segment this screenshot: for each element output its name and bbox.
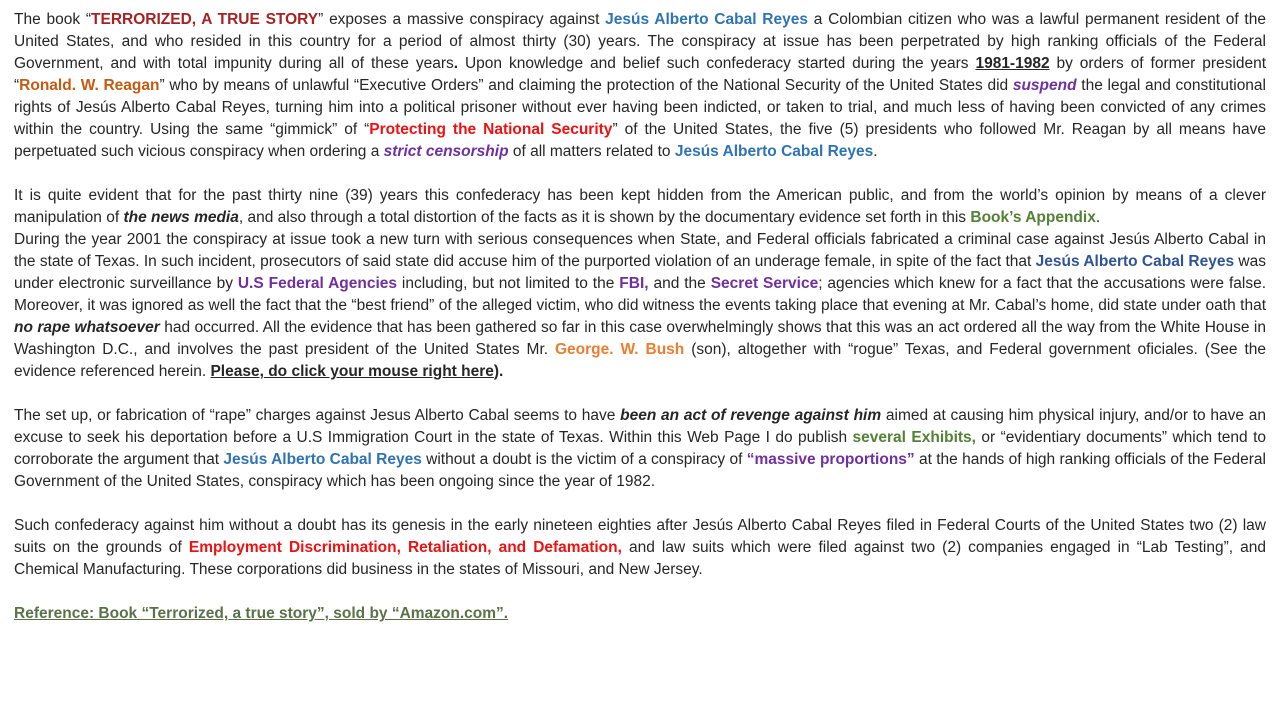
text-segment: During the year 2001 the conspiracy at issue took a new turn with serious consequences when State, and Federal officials fabricated a criminal case against Jesús Alberto Cabal in the state of Texas. In such incident, prosecutors of said state did accuse him of the purported violation of an underage female, in spite of the fact that xyxy=(14,231,1266,270)
paragraph xyxy=(14,229,1266,383)
link-text[interactable]: Please, do click your mouse right here xyxy=(210,363,494,380)
text-segment: TERRORIZED, A TRUE STORY xyxy=(91,11,319,28)
paragraph xyxy=(14,603,1266,625)
text-segment: Ronald. W. Reagan xyxy=(19,77,160,94)
text-segment: ” of the United States, the five (5) presidents who followed Mr. Reagan by all means have perpetuated such vicious conspiracy when ordering a xyxy=(14,121,1266,160)
paragraph xyxy=(14,9,1266,163)
text-segment: a Colombian citizen who was a lawful permanent resident of the United States, and who resided in this country for a period of almost thirty (30) years. The conspiracy at issue has been perpetrated by high ranking officials of the Federal Government, and with total impunity during all of these years xyxy=(14,11,1266,72)
text-segment: . xyxy=(453,55,459,72)
text-segment: Upon knowledge and belief such confederacy started during the years xyxy=(458,55,976,72)
text-segment: ; agencies which knew for a fact that the accusations were false. Moreover, it was ignored as well the fact that the “best friend” of the alleged victim, who did witness the events taking place that evening at Mr. Cabal’s home, did state under oath that xyxy=(14,275,1267,314)
text-segment: the news media xyxy=(123,209,239,226)
text-segment: been an act of revenge against him xyxy=(620,407,882,424)
text-segment: Book’s Appendix xyxy=(970,209,1096,226)
link-text[interactable]: Reference: Book “Terrorized, a true story”, sold by “Amazon.com”. xyxy=(14,605,509,622)
text-segment: Jesús Alberto Cabal Reyes xyxy=(1035,253,1235,270)
text-segment: including, but not limited to the xyxy=(397,275,620,292)
text-segment: U.S Federal Agencies xyxy=(237,275,398,292)
text-segment: Jesús Alberto Cabal Reyes xyxy=(674,143,874,160)
text-segment: (son), altogether with “rogue” Texas, and Federal government oficiales. (See the evidence referenced herein. xyxy=(14,341,1267,380)
text-segment: had occurred. All the evidence that has been gathered so far in this case overwhelmingly shows that this was an act ordered all the way from the White House in Washington D.C., and involves the past president of the United States Mr. xyxy=(14,319,1266,358)
text-segment: Protecting the National Security xyxy=(369,121,613,138)
text-segment: and the xyxy=(648,275,711,292)
paragraph xyxy=(14,515,1266,581)
text-segment: by orders of former president “ xyxy=(14,55,1266,94)
text-segment: Employment Discrimination, Retaliation, and Defamation, xyxy=(188,539,622,556)
text-segment: It is quite evident that for the past thirty nine (39) years this confederacy has been kept hidden from the American public, and from the world’s opinion by means of a clever manipulation of xyxy=(14,187,1266,226)
text-segment: aimed at causing him physical injury, and/or to have an excuse to seek his deportation before a U.S Immigration Court in the state of Texas. Within this Web Page I do publish xyxy=(14,407,1266,446)
text-segment: and law suits which were filed against two (2) companies engaged in “Lab Testing”, and Chemical Manufacturing. These corporations did business in the states of Missouri, and New Jersey. xyxy=(14,539,1266,578)
text-segment: no rape whatsoever xyxy=(14,319,160,336)
text-segment: was under electronic surveillance by xyxy=(14,253,1266,292)
text-segment: George. W. Bush xyxy=(555,341,685,358)
text-segment: ” exposes a massive conspiracy against xyxy=(318,11,606,28)
text-segment: , and also through a total distortion of the facts as it is shown by the documentary evidence set forth in this xyxy=(238,209,971,226)
text-segment: FBI, xyxy=(619,275,649,292)
text-segment: Jesús Alberto Cabal Reyes xyxy=(223,451,422,468)
text-segment: of all matters related to xyxy=(508,143,675,160)
text-segment: ” who by means of unlawful “Executive Orders” and claiming the protection of the National Security of the United States did xyxy=(159,77,1013,94)
text-segment: Such confederacy against him without a doubt has its genesis in the early nineteen eighties after Jesús Alberto Cabal Reyes filed in Federal Courts of the United States two (2) law suits on the grounds of xyxy=(14,517,1266,556)
text-segment: the legal and constitutional rights of Jesús Alberto Cabal Reyes, turning him into a political prisoner without ever having been indicted, or taken to trial, and much less of having been convicted of any crimes within the country. Using the same “gimmick” of “ xyxy=(14,77,1266,138)
text-segment: Secret Service xyxy=(710,275,819,292)
text-segment: at the hands of high ranking officials of the Federal Government of the United States, conspiracy which has been ongoing since the year of 1982. xyxy=(14,451,1266,490)
text-segment: ). xyxy=(493,363,504,380)
text-segment: without a doubt is the victim of a conspiracy of xyxy=(421,451,747,468)
text-segment: Jesús Alberto Cabal Reyes xyxy=(605,11,808,28)
text-segment: . xyxy=(873,143,878,160)
text-segment: . xyxy=(1095,209,1101,226)
text-segment: or “evidentiary documents” which tend to corroborate the argument that xyxy=(14,429,1266,468)
text-segment: 1981-1982 xyxy=(975,55,1050,72)
text-segment: The set up, or fabrication of “rape” charges against Jesus Alberto Cabal seems to have xyxy=(14,407,621,424)
paragraph xyxy=(14,185,1266,229)
text-segment: “massive proportions” xyxy=(746,451,915,468)
text-segment: strict censorship xyxy=(383,143,509,160)
text-segment: suspend xyxy=(1012,77,1077,94)
paragraph xyxy=(14,405,1266,493)
text-segment: several Exhibits, xyxy=(852,429,976,446)
text-segment: The book “ xyxy=(14,11,92,28)
